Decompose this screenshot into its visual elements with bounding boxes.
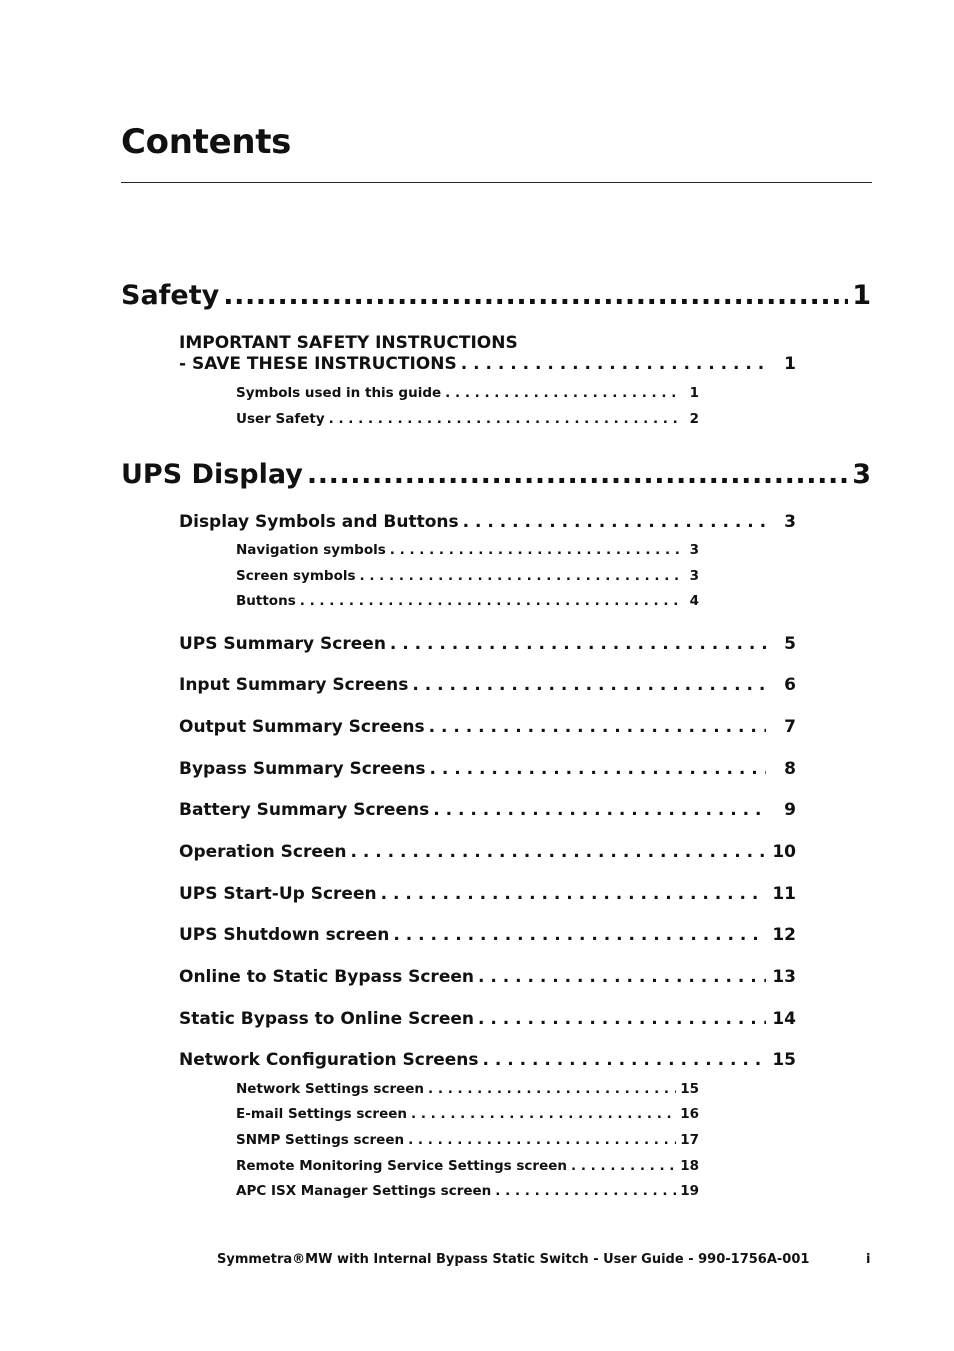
toc-page-number: 11 <box>772 884 796 904</box>
toc-entry-ups-summary[interactable] <box>179 634 796 654</box>
toc-section-label: UPS Display <box>121 459 303 490</box>
toc-entry-label: Output Summary Screens <box>179 717 425 737</box>
toc-entry-bypass-to-online[interactable] <box>179 1009 796 1029</box>
toc-entry-label: Operation Screen <box>179 842 347 862</box>
toc-entry-label: Display Symbols and Buttons <box>179 512 459 532</box>
toc-entry-output-summary[interactable] <box>179 717 796 737</box>
toc-page-number: 9 <box>784 800 796 820</box>
toc-subentry-label: E-mail Settings screen <box>236 1106 407 1122</box>
toc-leader-dots <box>393 925 766 945</box>
toc-page-number: 10 <box>772 842 796 862</box>
toc-entry-label: Battery Summary Screens <box>179 800 430 820</box>
toc-subentry-label: SNMP Settings screen <box>236 1132 405 1148</box>
toc-page-number: 13 <box>772 967 796 987</box>
toc-page-number: 17 <box>680 1132 699 1148</box>
toc-page-number: 4 <box>689 593 699 609</box>
toc-subentry-label: Network Settings screen <box>236 1081 425 1097</box>
toc-page-number: 6 <box>784 675 796 695</box>
toc-page-number: 3 <box>852 459 871 490</box>
toc-leader-dots <box>429 717 766 737</box>
toc-leader-dots <box>360 568 679 584</box>
toc-page-number: 18 <box>680 1158 699 1174</box>
toc-entry-display-symbols[interactable] <box>179 512 796 532</box>
toc-leader-dots <box>445 385 679 401</box>
toc-subentry-apc-isx-manager[interactable] <box>236 1183 699 1199</box>
toc-leader-dots <box>461 354 766 374</box>
toc-subentry-label: User Safety <box>236 411 325 427</box>
toc-entry-ups-startup[interactable] <box>179 884 796 904</box>
toc-entry-online-to-bypass[interactable] <box>179 967 796 987</box>
toc-entry-label: Input Summary Screens <box>179 675 409 695</box>
toc-page-number: 3 <box>784 512 796 532</box>
toc-entry-battery-summary[interactable] <box>179 800 796 820</box>
toc-page-number: 3 <box>689 568 699 584</box>
toc-page-number: 15 <box>680 1081 699 1097</box>
toc-leader-dots <box>390 542 679 558</box>
toc-entry-ups-shutdown[interactable] <box>179 925 796 945</box>
toc-subentry-label: Remote Monitoring Service Settings screen <box>236 1158 568 1174</box>
toc-page-number: 15 <box>772 1050 796 1070</box>
toc-page-number: 19 <box>680 1183 699 1199</box>
toc-section-label: Safety <box>121 280 220 311</box>
toc-section-ups-display[interactable] <box>121 459 871 490</box>
title-divider <box>121 182 872 183</box>
toc-subentry-symbols[interactable] <box>236 385 699 401</box>
toc-subentry-screen-symbols[interactable] <box>236 568 699 584</box>
toc-entry-label: Static Bypass to Online Screen <box>179 1009 474 1029</box>
toc-entry-label-line1: IMPORTANT SAFETY INSTRUCTIONS <box>179 333 518 353</box>
toc-page-number: 2 <box>689 411 699 427</box>
toc-entry-label: Bypass Summary Screens <box>179 759 426 779</box>
toc-subentry-network-settings[interactable] <box>236 1081 699 1097</box>
toc-entry-network-configuration[interactable] <box>179 1050 796 1070</box>
footer-page-number: i <box>866 1252 871 1267</box>
toc-leader-dots <box>428 1081 676 1097</box>
toc-subentry-remote-monitoring[interactable] <box>236 1158 699 1174</box>
toc-subentry-label: APC ISX Manager Settings screen <box>236 1183 492 1199</box>
toc-leader-dots <box>381 884 766 904</box>
toc-page-number: 14 <box>772 1009 796 1029</box>
toc-subentry-label: Screen symbols <box>236 568 356 584</box>
toc-leader-dots <box>411 1106 676 1122</box>
toc-leader-dots <box>307 459 848 490</box>
toc-subentry-label: Symbols used in this guide <box>236 385 442 401</box>
toc-page-number: 1 <box>852 280 871 311</box>
toc-subentry-navigation-symbols[interactable] <box>236 542 699 558</box>
toc-leader-dots <box>495 1183 676 1199</box>
toc-page-number: 1 <box>784 354 796 374</box>
toc-page-number: 3 <box>689 542 699 558</box>
toc-entry-label: UPS Shutdown screen <box>179 925 390 945</box>
toc-page-number: 5 <box>784 634 796 654</box>
toc-entry-input-summary[interactable] <box>179 675 796 695</box>
toc-entry-label: Online to Static Bypass Screen <box>179 967 474 987</box>
toc-leader-dots <box>463 512 766 532</box>
toc-leader-dots <box>408 1132 676 1148</box>
toc-leader-dots <box>351 842 766 862</box>
toc-page-number: 1 <box>689 385 699 401</box>
toc-subentry-buttons[interactable] <box>236 593 699 609</box>
toc-leader-dots <box>390 634 766 654</box>
toc-leader-dots <box>571 1158 676 1174</box>
toc-entry-label: - SAVE THESE INSTRUCTIONS <box>179 354 457 374</box>
toc-leader-dots <box>478 1009 766 1029</box>
toc-leader-dots <box>300 593 679 609</box>
toc-page-number: 8 <box>784 759 796 779</box>
toc-entry-important-safety-instructions[interactable] <box>179 354 796 374</box>
toc-leader-dots <box>483 1050 766 1070</box>
toc-leader-dots <box>478 967 766 987</box>
toc-page-number: 12 <box>772 925 796 945</box>
toc-entry-label: Network Configuration Screens <box>179 1050 479 1070</box>
toc-subentry-email-settings[interactable] <box>236 1106 699 1122</box>
toc-leader-dots <box>433 800 766 820</box>
toc-leader-dots <box>429 759 766 779</box>
toc-entry-label: UPS Start-Up Screen <box>179 884 377 904</box>
toc-entry-label: UPS Summary Screen <box>179 634 386 654</box>
toc-entry-bypass-summary[interactable] <box>179 759 796 779</box>
toc-page-number: 7 <box>784 717 796 737</box>
toc-leader-dots <box>412 675 766 695</box>
toc-section-safety[interactable] <box>121 280 871 311</box>
toc-entry-operation-screen[interactable] <box>179 842 796 862</box>
toc-leader-dots <box>329 411 679 427</box>
footer-document-title: Symmetra®MW with Internal Bypass Static Switch - User Guide - 990-1756A-001 <box>217 1252 810 1267</box>
toc-subentry-user-safety[interactable] <box>236 411 699 427</box>
toc-page-number: 16 <box>680 1106 699 1122</box>
toc-leader-dots <box>223 280 848 311</box>
toc-subentry-snmp-settings[interactable] <box>236 1132 699 1148</box>
page-title: Contents <box>121 122 292 162</box>
toc-subentry-label: Buttons <box>236 593 296 609</box>
toc-subentry-label: Navigation symbols <box>236 542 386 558</box>
